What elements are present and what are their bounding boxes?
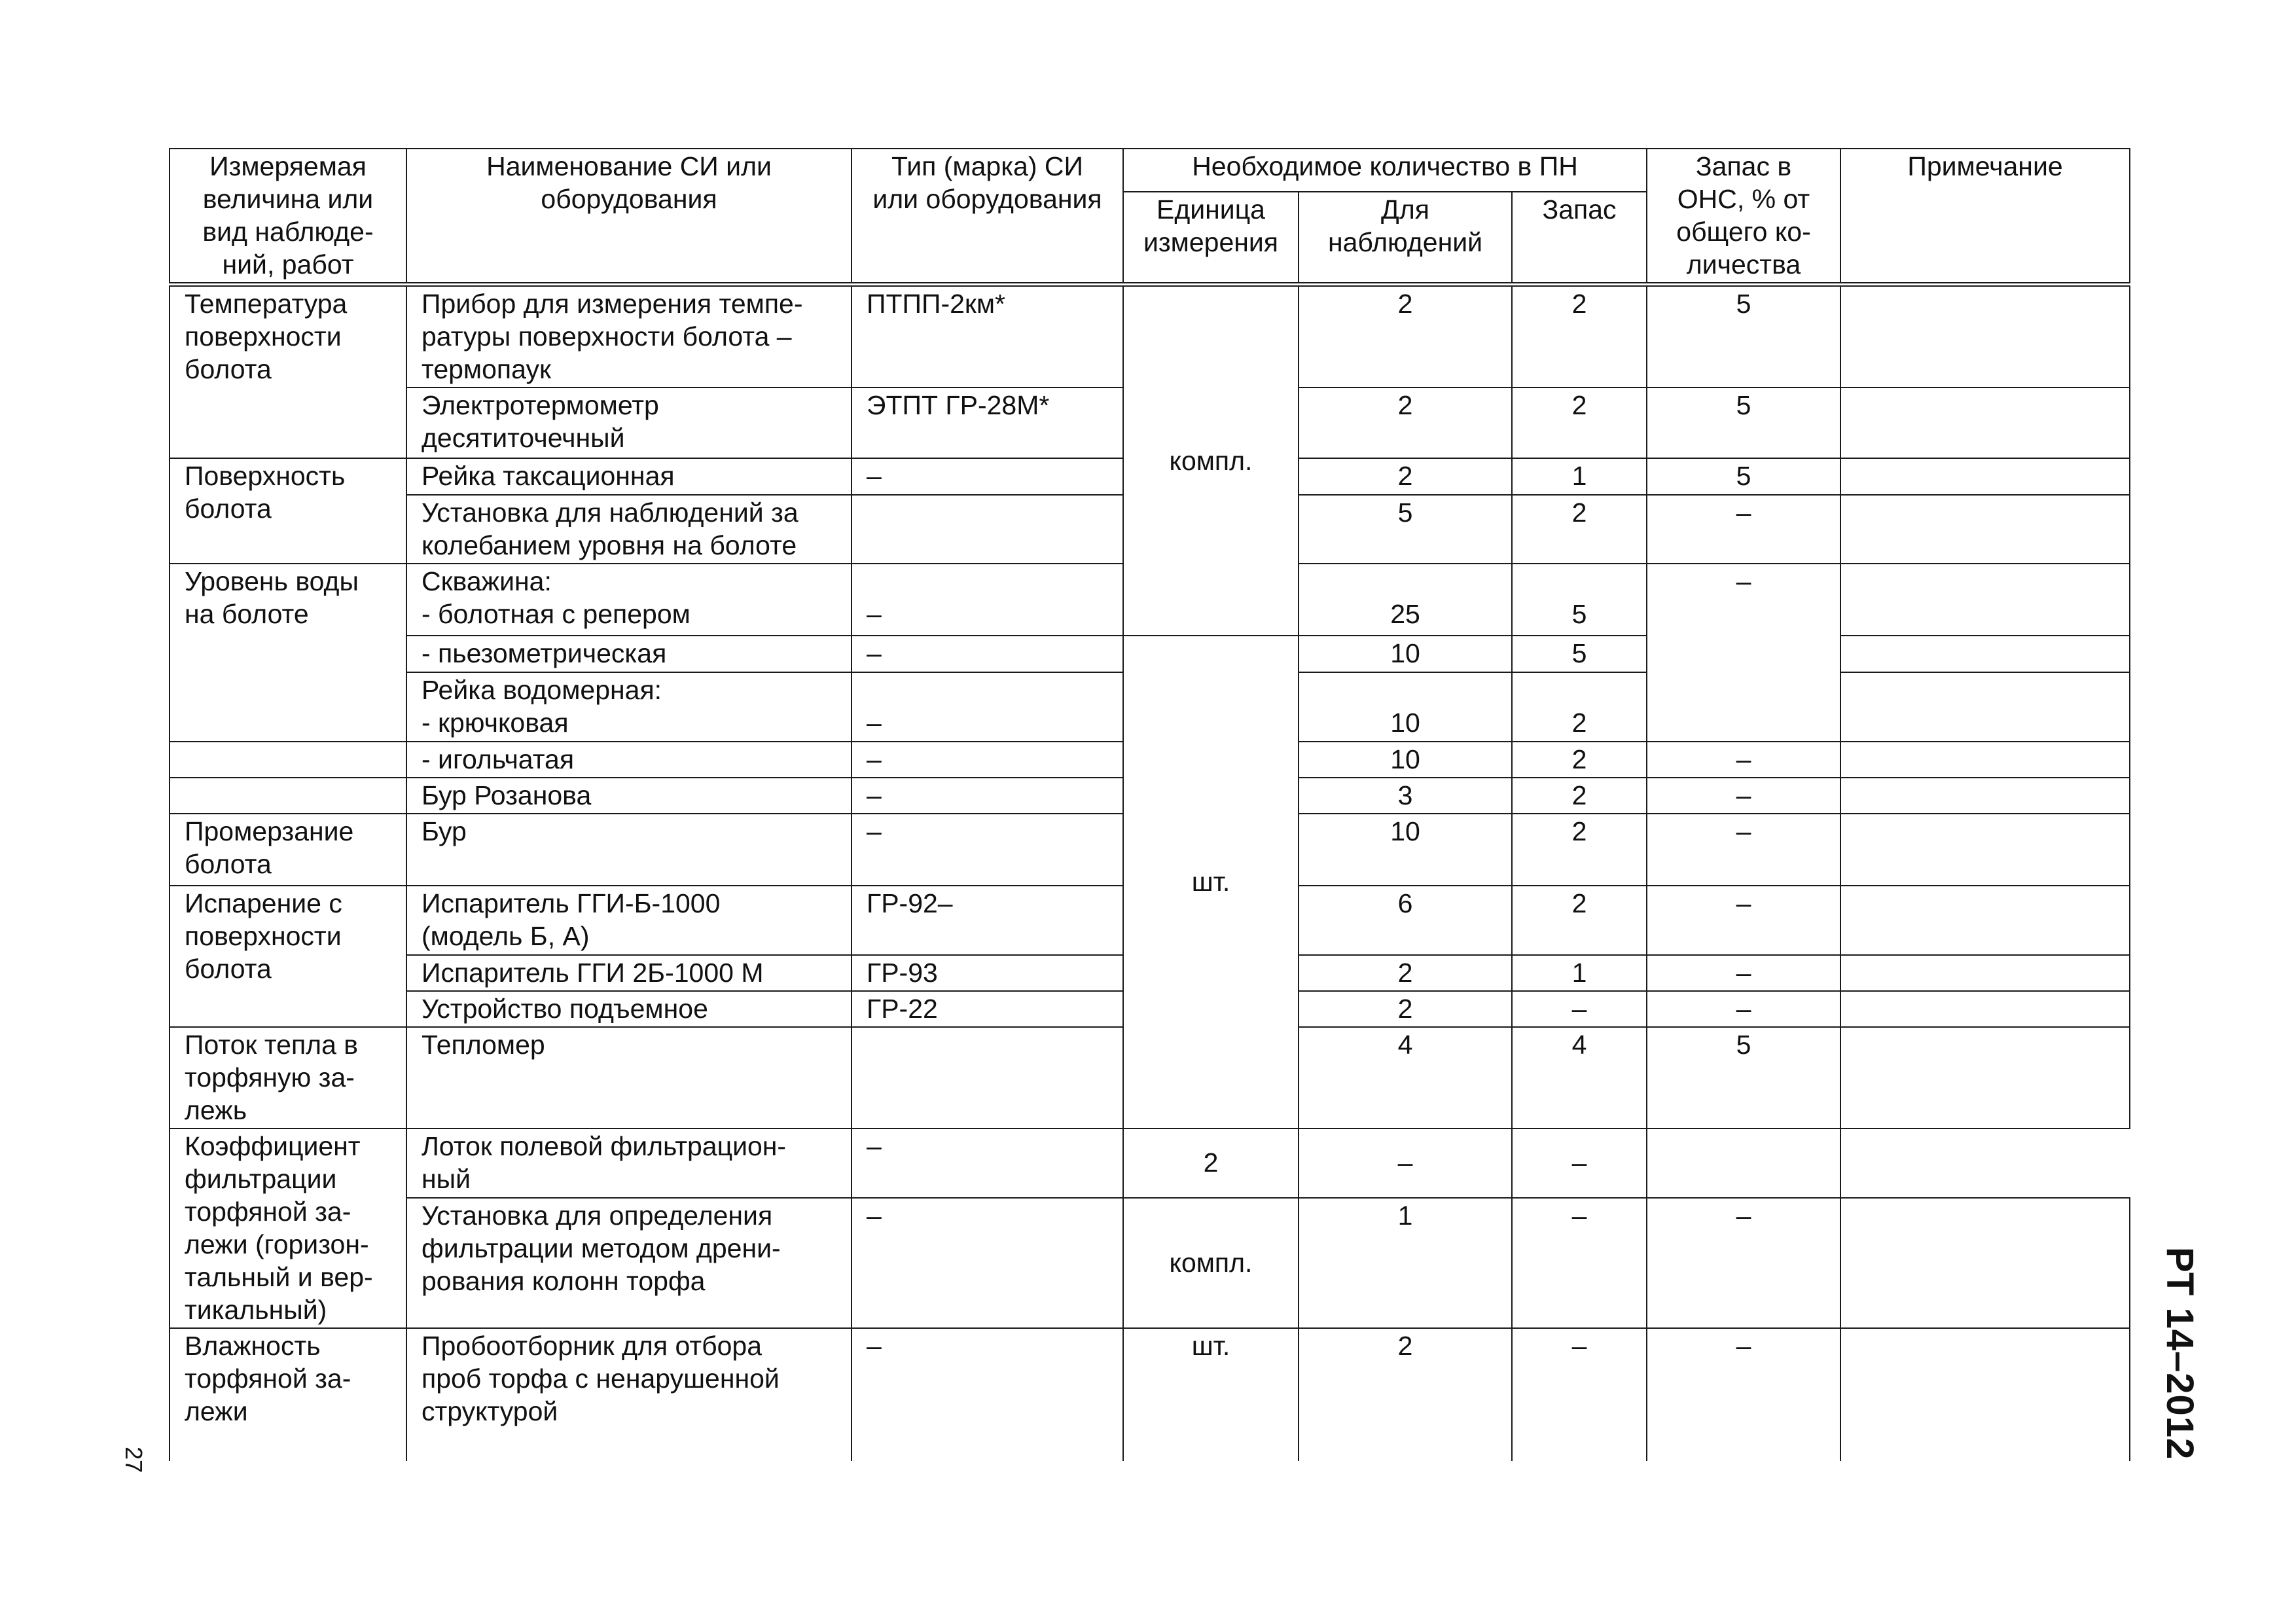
note-cell — [1840, 672, 2130, 742]
reserve-cell: 5 — [1512, 636, 1647, 672]
equipment-table — [169, 148, 2130, 1461]
reserve-cell: 5 — [1512, 564, 1647, 636]
note-cell — [1840, 1198, 2130, 1328]
note-cell — [1840, 495, 2130, 564]
unit-cell-sht: шт. — [1123, 636, 1299, 1128]
reserve-cell: 2 — [1512, 285, 1647, 388]
note-cell — [1840, 388, 2130, 458]
stock-cell: 5 — [1647, 1027, 1840, 1128]
type-cell: – — [852, 814, 1123, 886]
type-cell: ГР-92– — [852, 886, 1123, 955]
stock-cell: – — [1647, 814, 1840, 886]
note-cell — [1840, 886, 2130, 955]
reserve-cell: – — [1512, 1198, 1647, 1328]
unit-cell-sht: шт. — [1123, 1328, 1299, 1461]
note-cell — [1840, 458, 2130, 495]
measured-quantity-cell — [170, 778, 406, 814]
note-cell — [1840, 778, 2130, 814]
reserve-cell: 2 — [1512, 814, 1647, 886]
header-required-quantity: Необходимое количество в ПН — [1123, 149, 1647, 192]
reserve-cell: 2 — [1512, 742, 1647, 778]
observations-cell: 2 — [1123, 1128, 1299, 1198]
reserve-cell: 2 — [1512, 495, 1647, 564]
measured-quantity-cell: Влажность торфяной за- лежи — [170, 1328, 406, 1461]
type-cell: – — [852, 458, 1123, 495]
stock-cell: – — [1512, 1128, 1647, 1198]
instrument-name-cell: Скважина: - болотная с репером — [406, 564, 852, 636]
unit-cell-kompl: компл. — [1123, 1198, 1299, 1328]
instrument-name-cell: Бур — [406, 814, 852, 886]
stock-cell: – — [1647, 778, 1840, 814]
instrument-name-cell: Установка для наблюдений за колебанием уровня на болоте — [406, 495, 852, 564]
type-cell: ПТПП-2км* — [852, 285, 1123, 388]
type-cell: ЭТПТ ГР-28М* — [852, 388, 1123, 458]
instrument-name-cell: Рейка водомерная: - крючковая — [406, 672, 852, 742]
stock-cell: – — [1647, 955, 1840, 991]
stock-cell: 5 — [1647, 458, 1840, 495]
header-instrument-name: Наименование СИ или оборудования — [406, 149, 852, 285]
measured-quantity-cell — [170, 742, 406, 778]
instrument-name-cell: Пробоотборник для отбора проб торфа с ненарушенной структурой — [406, 1328, 852, 1461]
document-code: РТ 14–2012 — [2159, 1247, 2201, 1460]
instrument-name-cell: Испаритель ГГИ 2Б-1000 М — [406, 955, 852, 991]
observations-cell: 25 — [1299, 564, 1512, 636]
type-cell: – — [852, 636, 1123, 672]
note-cell — [1840, 1328, 2130, 1461]
type-cell: – — [852, 1128, 1123, 1198]
reserve-cell: 1 — [1512, 955, 1647, 991]
observations-cell: 1 — [1299, 1198, 1512, 1328]
stock-cell: – — [1647, 564, 1840, 742]
note-cell — [1840, 285, 2130, 388]
observations-cell: 2 — [1299, 285, 1512, 388]
note-cell — [1840, 564, 2130, 636]
stock-cell: – — [1647, 886, 1840, 955]
type-cell: – — [852, 1198, 1123, 1328]
header-unit: Единица измерения — [1123, 192, 1299, 284]
note-cell — [1840, 742, 2130, 778]
observations-cell: 4 — [1299, 1027, 1512, 1128]
stock-cell: – — [1647, 1198, 1840, 1328]
observations-cell: 2 — [1299, 955, 1512, 991]
table-row — [170, 285, 2130, 388]
table-row — [170, 1198, 2130, 1328]
type-cell: – — [852, 672, 1123, 742]
observations-cell: 3 — [1299, 778, 1512, 814]
type-cell: – — [852, 1328, 1123, 1461]
header-type-brand: Тип (марка) СИ или оборудования — [852, 149, 1123, 285]
type-cell: – — [852, 564, 1123, 636]
instrument-name-cell: - игольчатая — [406, 742, 852, 778]
type-cell: – — [852, 778, 1123, 814]
instrument-name-cell: Установка для определения фильтрации методом дрени- рования колонн торфа — [406, 1198, 852, 1328]
reserve-cell: – — [1512, 1328, 1647, 1461]
observations-cell: 2 — [1299, 458, 1512, 495]
stock-cell: 5 — [1647, 285, 1840, 388]
reserve-cell: – — [1512, 991, 1647, 1027]
stock-cell: 5 — [1647, 388, 1840, 458]
note-cell — [1840, 1027, 2130, 1128]
measured-quantity-cell: Температура поверхности болота — [170, 285, 406, 459]
note-cell — [1840, 955, 2130, 991]
measured-quantity-cell: Уровень воды на болоте — [170, 564, 406, 742]
observations-cell: 5 — [1299, 495, 1512, 564]
observations-cell: 6 — [1299, 886, 1512, 955]
observations-cell: 2 — [1299, 388, 1512, 458]
instrument-name-cell: Устройство подъемное — [406, 991, 852, 1027]
reserve-cell: 2 — [1512, 778, 1647, 814]
stock-cell: – — [1647, 991, 1840, 1027]
measured-quantity-cell: Коэффициент фильтрации торфяной за- лежи (горизон- тальный и вер- тикальный) — [170, 1128, 406, 1328]
note-cell — [1840, 814, 2130, 886]
reserve-cell: 2 — [1512, 672, 1647, 742]
reserve-cell: 2 — [1512, 886, 1647, 955]
instrument-name-cell: Испаритель ГГИ-Б-1000 (модель Б, А) — [406, 886, 852, 955]
table-row — [170, 1128, 2130, 1198]
instrument-name-cell: Прибор для измерения темпе- ратуры поверхности болота – термопаук — [406, 285, 852, 388]
measured-quantity-cell: Испарение с поверхности болота — [170, 886, 406, 1027]
page-number: 27 — [120, 1447, 147, 1473]
header-reserve: Запас — [1512, 192, 1647, 284]
measured-quantity-cell: Поток тепла в торфяную за- лежь — [170, 1027, 406, 1128]
instrument-name-cell: Электротермометр десятиточечный — [406, 388, 852, 458]
type-cell — [852, 1027, 1123, 1128]
observations-cell: 2 — [1299, 1328, 1512, 1461]
instrument-name-cell: Лоток полевой фильтрацион- ный — [406, 1128, 852, 1198]
reserve-cell: 2 — [1512, 388, 1647, 458]
unit-cell-kompl: компл. — [1123, 285, 1299, 636]
observations-cell: 2 — [1299, 991, 1512, 1027]
stock-cell: – — [1647, 742, 1840, 778]
note-cell — [1840, 636, 2130, 672]
observations-cell: 10 — [1299, 636, 1512, 672]
measured-quantity-cell: Поверхность болота — [170, 458, 406, 564]
instrument-name-cell: Бур Розанова — [406, 778, 852, 814]
instrument-name-cell: Рейка таксационная — [406, 458, 852, 495]
header-note: Примечание — [1840, 149, 2130, 285]
type-cell — [852, 495, 1123, 564]
stock-cell: – — [1647, 1328, 1840, 1461]
stock-cell: – — [1647, 495, 1840, 564]
reserve-cell: 1 — [1512, 458, 1647, 495]
reserve-cell: – — [1299, 1128, 1512, 1198]
header-measured-quantity: Измеряемая величина или вид наблюде- ний, работ — [170, 149, 406, 285]
observations-cell: 10 — [1299, 742, 1512, 778]
reserve-cell: 4 — [1512, 1027, 1647, 1128]
measured-quantity-cell: Промерзание болота — [170, 814, 406, 886]
instrument-name-cell: Тепломер — [406, 1027, 852, 1128]
header-for-observations: Для наблюдений — [1299, 192, 1512, 284]
instrument-name-cell: - пьезометрическая — [406, 636, 852, 672]
type-cell: ГР-93 — [852, 955, 1123, 991]
type-cell: – — [852, 742, 1123, 778]
note-cell — [1647, 1128, 1840, 1198]
observations-cell: 10 — [1299, 814, 1512, 886]
observations-cell: 10 — [1299, 672, 1512, 742]
header-stock-percent: Запас в ОНС, % от общего ко- личества — [1647, 149, 1840, 285]
note-cell — [1840, 991, 2130, 1027]
type-cell: ГР-22 — [852, 991, 1123, 1027]
table-row — [170, 1328, 2130, 1461]
